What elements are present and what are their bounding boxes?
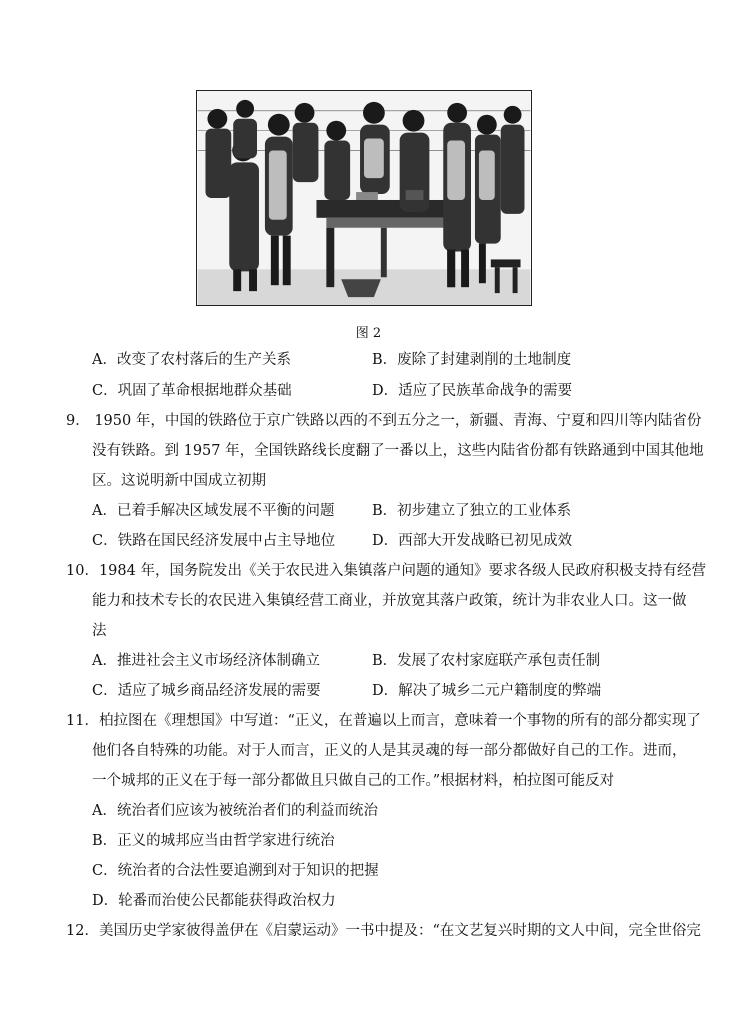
q9-stem-line-1: 9． 1950 年，中国的铁路位于京广铁路以西的不到五分之一，新疆、青海、宁夏和四川等内陆省份 [66,413,702,429]
q10-stem-line-1: 10．1984 年，国务院发出《关于农民进入集镇落户问题的通知》要求各级人民政府积极支持有经营 [66,563,706,579]
q11-option-a: A．统治者们应该为被统治者们的利益而统治 [92,803,378,819]
q8-option-d: D．适应了民族革命战争的需要 [372,383,573,399]
q9-option-b: B．初步建立了独立的工业体系 [372,503,572,519]
q9-stem-line-3: 区。这说明新中国成立初期 [92,473,266,489]
q10-option-a: A．推进社会主义市场经济体制确立 [92,653,320,669]
q8-option-a: A．改变了农村落后的生产关系 [92,352,291,368]
woodcut-illustration [196,90,532,306]
q10-stem-line-2: 能力和技术专长的农民进入集镇经营工商业，并放宽其落户政策，统计为非农业人口。这一做 [92,593,687,609]
q8-option-b: B．废除了封建剥削的土地制度 [372,352,572,368]
q11-stem-line-3: 一个城邦的正义在于每一部分都做且只做自己的工作。”根据材料，柏拉图可能反对 [92,773,615,789]
q8-option-c: C．巩固了革命根据地群众基础 [92,383,292,399]
q10-option-b: B．发展了农村家庭联产承包责任制 [372,653,601,669]
q11-stem-line-1: 11．柏拉图在《理想国》中写道：“正义，在普遍以上而言，意味着一个事物的所有的部分都实现了 [66,713,701,729]
q11-option-c: C．统治者的合法性要追溯到对于知识的把握 [92,863,379,879]
q9-option-d: D．西部大开发战略已初见成效 [372,533,573,549]
q10-option-d: D．解决了城乡二元户籍制度的弊端 [372,683,602,699]
q9-option-a: A．已着手解决区域发展不平衡的问题 [92,503,335,519]
q9-stem-line-2: 没有铁路。到 1957 年，全国铁路线长度翻了一番以上，这些内陆省份都有铁路通到中国其他地 [92,443,704,459]
q11-option-d: D．轮番而治使公民都能获得政治权力 [92,893,336,909]
q10-option-c: C．适应了城乡商品经济发展的需要 [92,683,321,699]
q12-stem-line-1: 12．美国历史学家彼得盖伊在《启蒙运动》一书中提及：“在文艺复兴时期的文人中间，完全世俗完 [66,923,701,939]
figure-caption: 图 2 [355,326,382,341]
q11-option-b: B．正义的城邦应当由哲学家进行统治 [92,833,335,849]
q11-stem-line-2: 他们各自特殊的功能。对于人而言，正义的人是其灵魂的每一部分都做好自己的工作。进而， [92,743,687,759]
q10-stem-line-3: 法 [92,623,107,639]
q9-option-c: C．铁路在国民经济发展中占主导地位 [92,533,336,549]
crowd-meeting-illustration [197,91,531,305]
